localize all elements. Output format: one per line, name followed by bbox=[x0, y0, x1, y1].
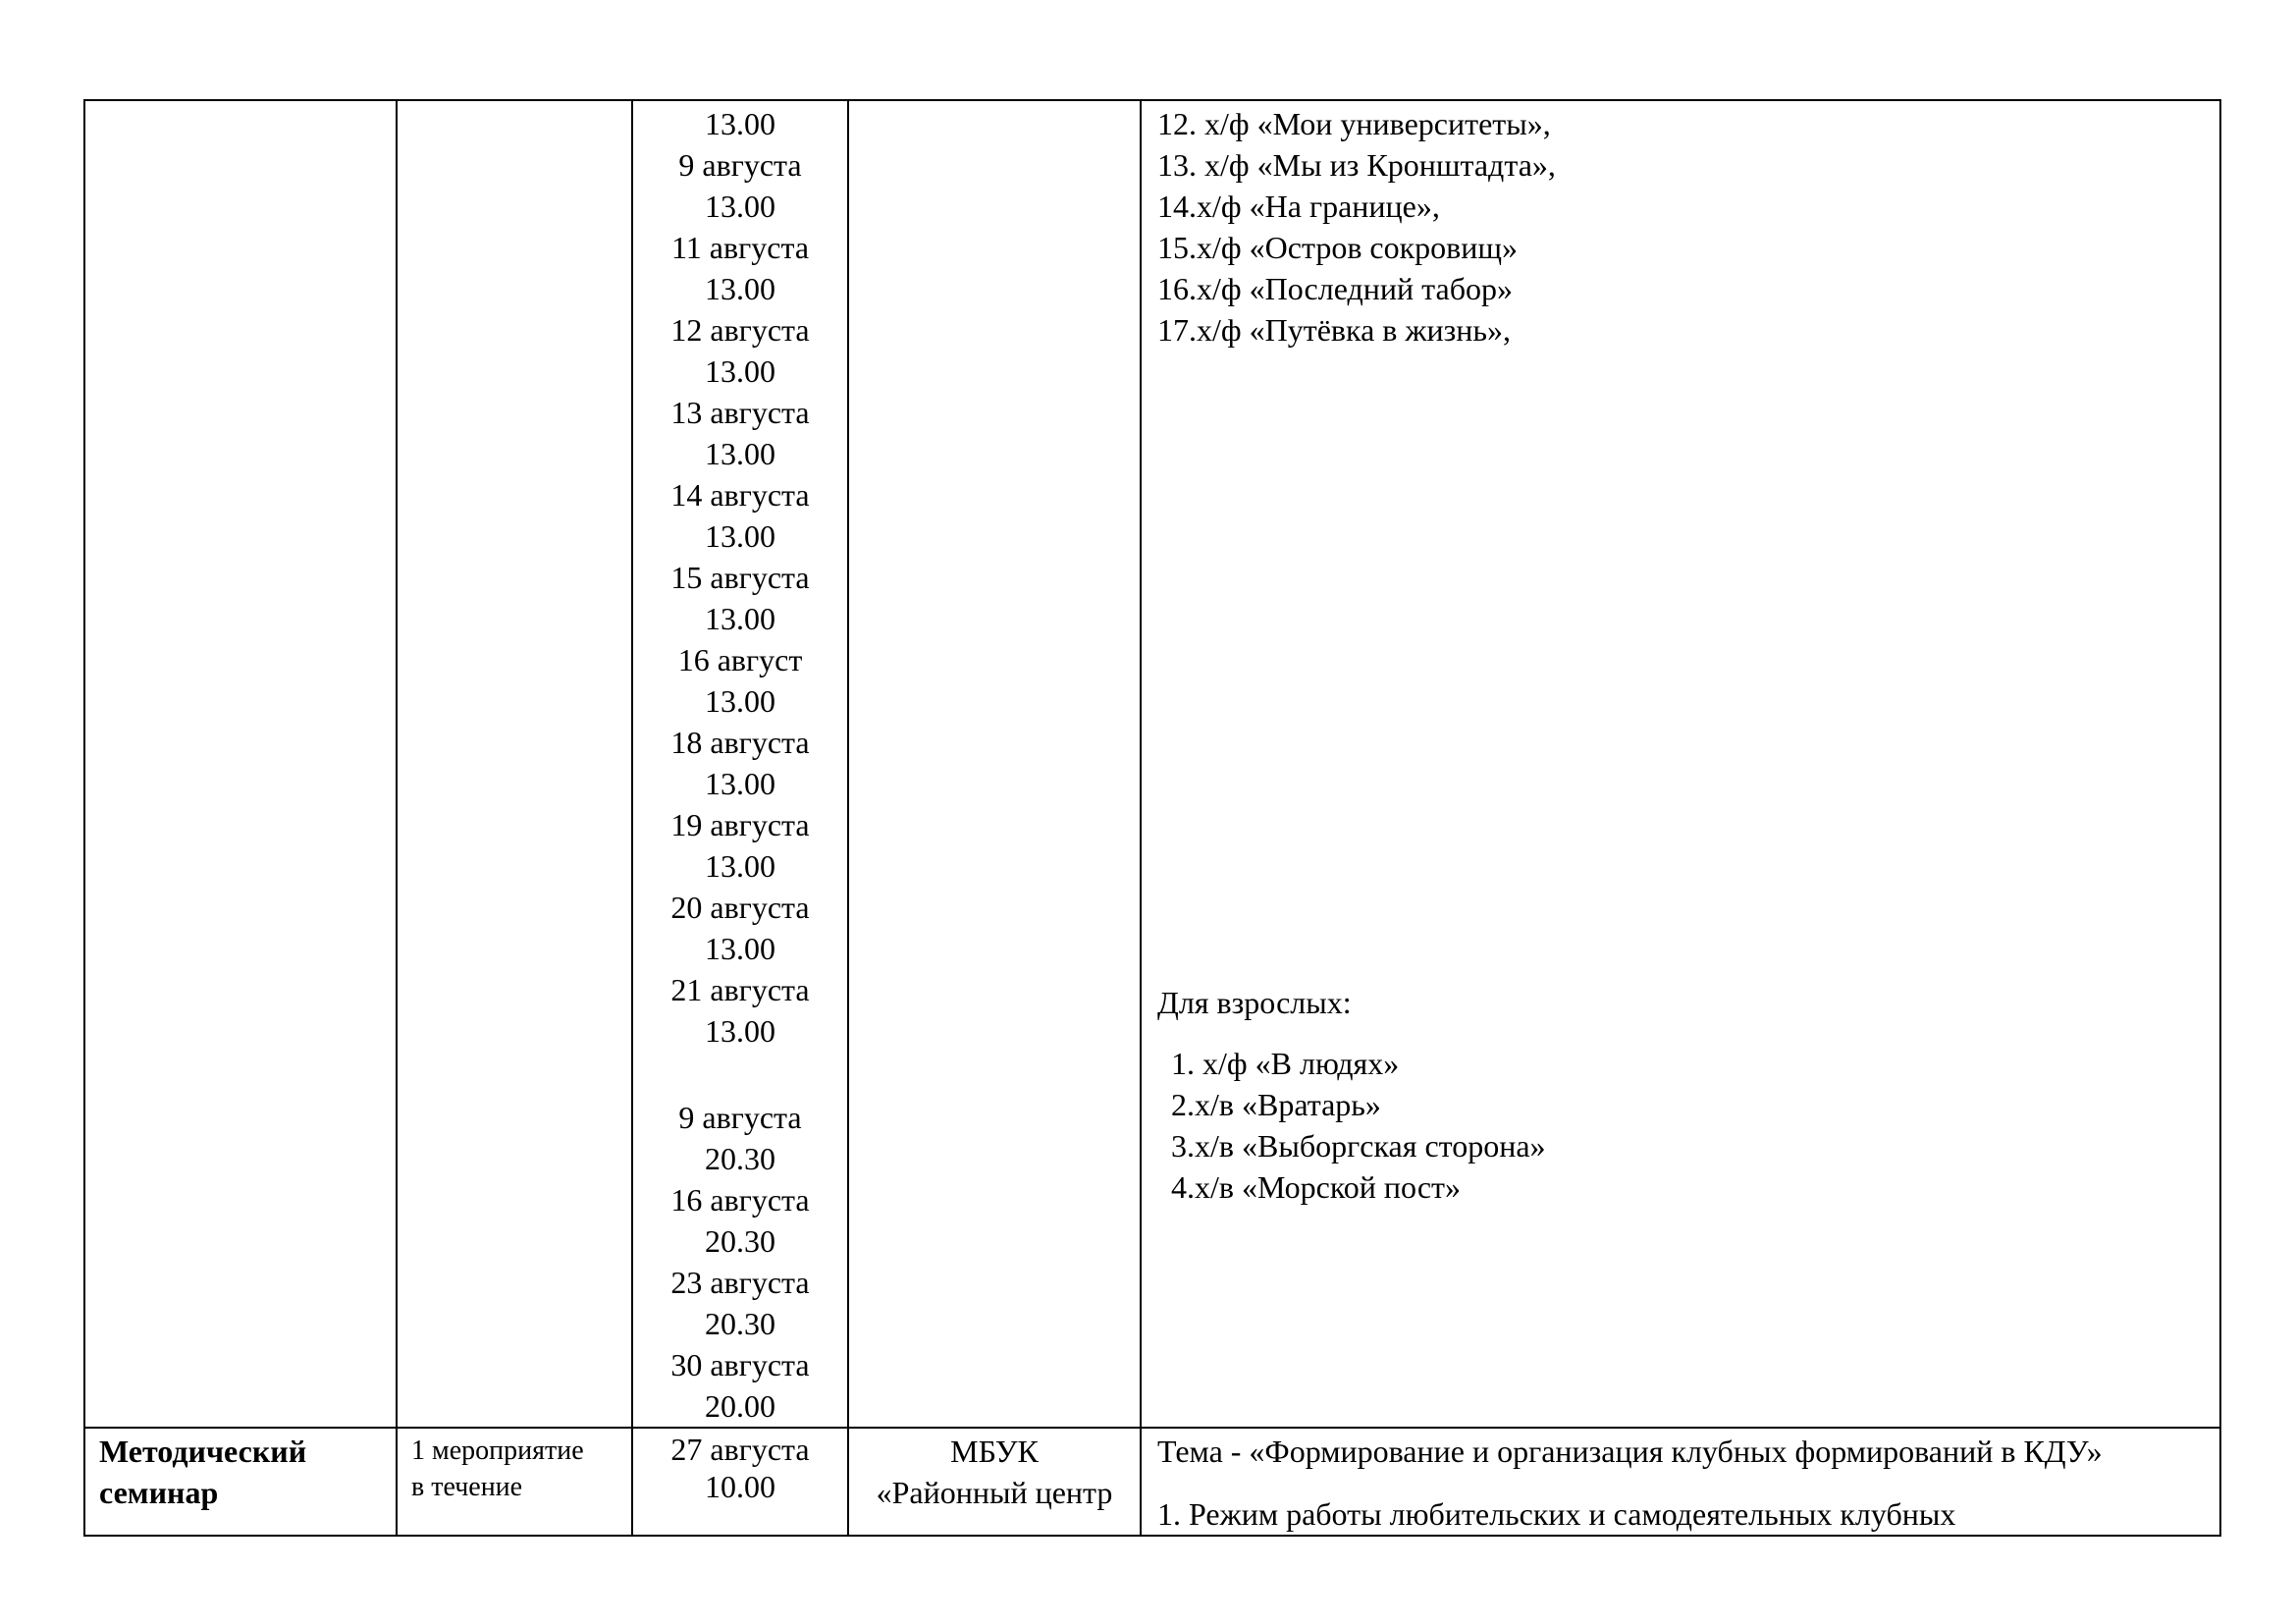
dates-cell bbox=[632, 1428, 848, 1536]
theme-item: 1. Режим работы любительских и самодеятельных клубных bbox=[1157, 1496, 1956, 1532]
date-line: 13.00 bbox=[705, 353, 775, 389]
seminar-date: 27 августа bbox=[670, 1432, 810, 1467]
evening-date-line: 20.30 bbox=[705, 1141, 775, 1176]
frequency-cell bbox=[397, 1428, 632, 1536]
seminar-theme: Тема - «Формирование и организация клубных формирований в КДУ» bbox=[1157, 1434, 2103, 1469]
date-line: 18 августа bbox=[670, 725, 810, 760]
adult-films-list bbox=[1157, 1043, 2219, 1208]
date-line: 11 августа bbox=[670, 230, 810, 265]
date-line: 13.00 bbox=[705, 683, 775, 719]
evening-date-line: 23 августа bbox=[670, 1265, 810, 1300]
date-line: 14 августа bbox=[670, 477, 810, 513]
film-item: 14.х/ф «На границе», bbox=[1157, 189, 1440, 224]
evening-date-line: 20.30 bbox=[705, 1306, 775, 1341]
frequency-cell bbox=[397, 100, 632, 1428]
date-line: 13 августа bbox=[670, 395, 810, 430]
event-title-line: Методический bbox=[99, 1434, 307, 1469]
date-line: 15 августа bbox=[670, 560, 810, 595]
date-line: 13.00 bbox=[705, 766, 775, 801]
date-line: 13.00 bbox=[705, 518, 775, 554]
date-line: 19 августа bbox=[670, 807, 810, 842]
venue-line: МБУК bbox=[950, 1434, 1039, 1469]
date-line: 13.00 bbox=[705, 106, 775, 141]
frequency-line: в течение bbox=[411, 1472, 523, 1502]
table-row bbox=[84, 100, 2220, 1428]
dates-cell bbox=[632, 100, 848, 1428]
venue-cell bbox=[848, 100, 1141, 1428]
adult-film-item: 2.х/в «Вратарь» bbox=[1171, 1087, 1381, 1122]
date-line: 13.00 bbox=[705, 848, 775, 884]
evening-date-line: 20.30 bbox=[705, 1223, 775, 1259]
adult-film-item: 1. х/ф «В людях» bbox=[1171, 1046, 1400, 1081]
film-item: 15.х/ф «Остров сокровищ» bbox=[1157, 230, 1519, 265]
venue-line: «Районный центр bbox=[876, 1475, 1113, 1510]
date-line: 13.00 bbox=[705, 1013, 775, 1049]
date-line: 13.00 bbox=[705, 436, 775, 471]
date-line: 13.00 bbox=[705, 189, 775, 224]
film-item: 17.х/ф «Путёвка в жизнь», bbox=[1157, 312, 1511, 348]
date-line: 12 августа bbox=[670, 312, 810, 348]
evening-date-line: 9 августа bbox=[678, 1100, 802, 1135]
event-name-cell bbox=[84, 100, 397, 1428]
frequency-line: 1 мероприятие bbox=[411, 1435, 584, 1466]
seminar-time: 10.00 bbox=[705, 1469, 775, 1504]
film-item: 16.х/ф «Последний табор» bbox=[1157, 271, 1513, 306]
films-cell bbox=[1141, 100, 2220, 1428]
evening-date-line: 30 августа bbox=[670, 1347, 810, 1382]
date-line: 9 августа bbox=[678, 147, 802, 183]
adult-film-item: 4.х/в «Морской пост» bbox=[1171, 1169, 1462, 1205]
theme-cell bbox=[1141, 1428, 2220, 1536]
evening-date-line: 16 августа bbox=[670, 1182, 810, 1218]
adults-heading: Для взрослых: bbox=[1157, 985, 1352, 1020]
film-item: 13. х/ф «Мы из Кронштадта», bbox=[1157, 147, 1556, 183]
films-list bbox=[1142, 101, 2219, 1208]
evening-date-line: 20.00 bbox=[705, 1388, 775, 1424]
date-line: 20 августа bbox=[670, 890, 810, 925]
schedule-table bbox=[83, 99, 2221, 1537]
event-title-line: семинар bbox=[99, 1475, 219, 1510]
date-line: 13.00 bbox=[705, 601, 775, 636]
date-line: 13.00 bbox=[705, 931, 775, 966]
event-name-cell bbox=[84, 1428, 397, 1536]
dates-list bbox=[633, 101, 847, 1427]
date-line: 13.00 bbox=[705, 271, 775, 306]
date-line: 16 август bbox=[677, 642, 803, 677]
film-item: 12. х/ф «Мои университеты», bbox=[1157, 106, 1551, 141]
date-line: 21 августа bbox=[670, 972, 810, 1007]
table-row bbox=[84, 1428, 2220, 1536]
venue-cell bbox=[848, 1428, 1141, 1536]
adult-film-item: 3.х/в «Выборгская сторона» bbox=[1171, 1128, 1546, 1164]
